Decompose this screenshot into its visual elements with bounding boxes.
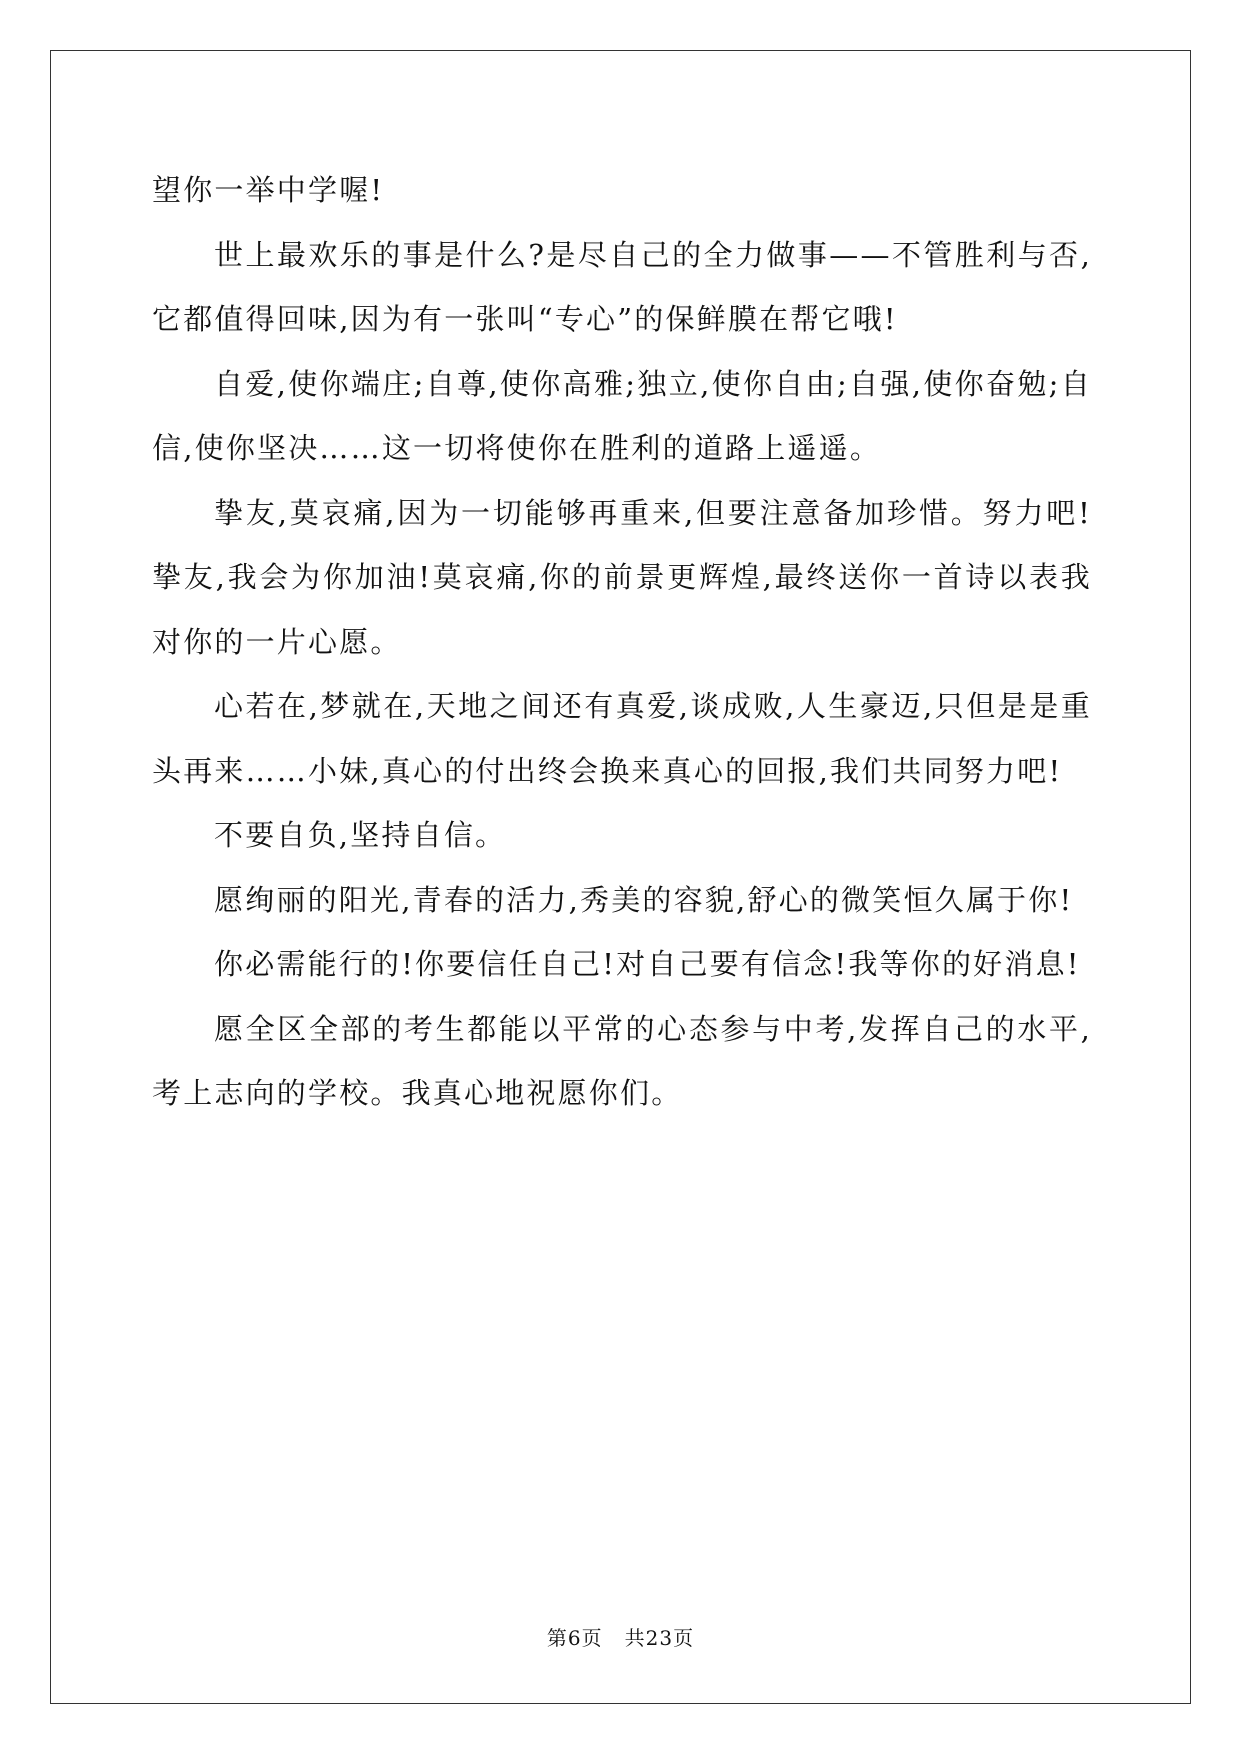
paragraph-8: 你必需能行的!你要信任自己!对自己要有信念!我等你的好消息!	[214, 947, 1081, 981]
paragraph-6: 不要自负,坚持自信。	[214, 818, 507, 852]
paragraph-2: 世上最欢乐的事是什么?是尽自己的全力做事——不管胜利与否,它都值得回味,因为有一张叫“专心”的保鲜膜在帮它哦!	[152, 237, 1092, 336]
document-body	[152, 158, 1092, 1126]
paragraph-1: 望你一举中学喔!	[152, 173, 385, 207]
page-footer	[0, 1622, 1241, 1651]
page-total: 共23页	[624, 1626, 695, 1650]
page-number: 第6页	[546, 1626, 603, 1650]
paragraph-7: 愿绚丽的阳光,青春的活力,秀美的容貌,舒心的微笑恒久属于你!	[214, 882, 1074, 917]
paragraph-9: 愿全区全部的考生都能以平常的心态参与中考,发挥自己的水平,考上志向的学校。我真心地祝愿你们。	[152, 1011, 1092, 1110]
paragraph-5: 心若在,梦就在,天地之间还有真爱,谈成败,人生豪迈,只但是是重头再来……小妹,真心的付出终会换来真心的回报,我们共同努力吧!	[152, 689, 1092, 788]
paragraph-3: 自爱,使你端庄;自尊,使你高雅;独立,使你自由;自强,使你奋勉;自信,使你坚决……这一切将使你在胜利的道路上遥遥。	[152, 366, 1092, 465]
paragraph-4: 挚友,莫哀痛,因为一切能够再重来,但要注意备加珍惜。努力吧!挚友,我会为你加油!莫哀痛,你的前景更辉煌,最终送你一首诗以表我对你的一片心愿。	[152, 495, 1092, 659]
